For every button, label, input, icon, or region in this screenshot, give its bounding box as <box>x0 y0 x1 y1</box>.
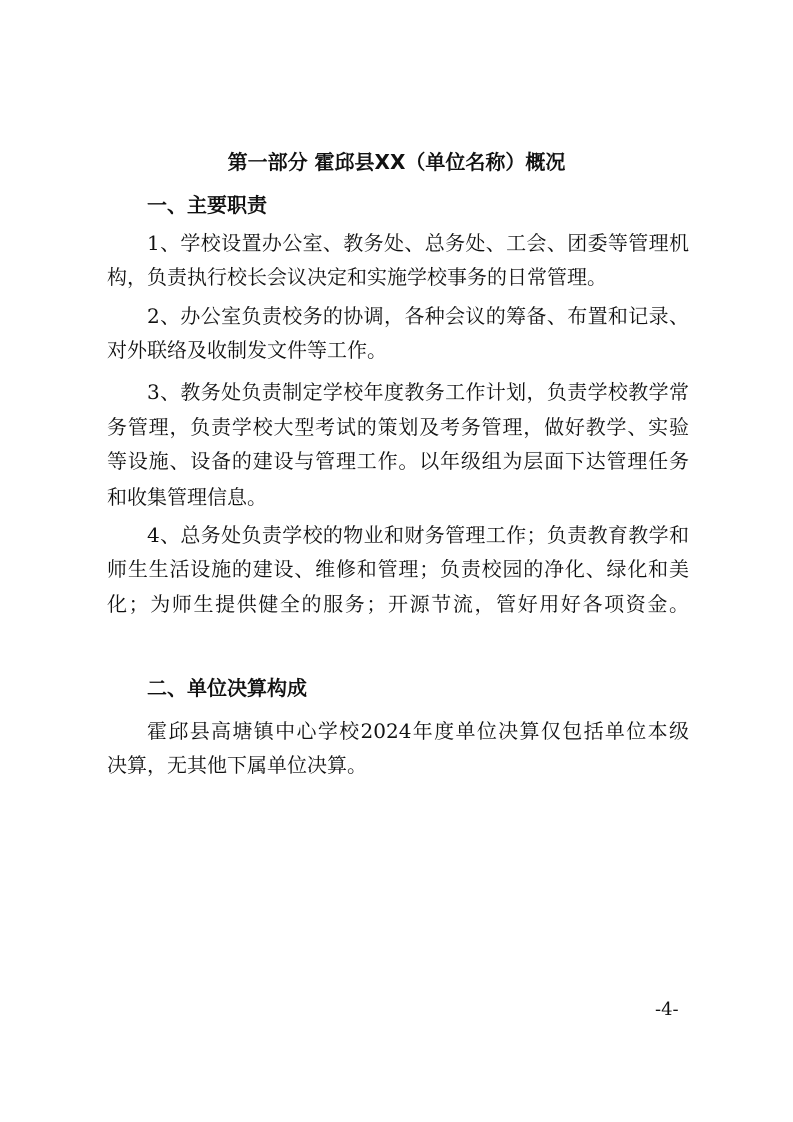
paragraph-line: 对外联络及收制发文件等工作。 <box>107 338 387 362</box>
paragraph-line: 1、学校设置办公室、教务处、总务处、工会、团委等管理机 <box>147 231 689 255</box>
paragraph-line: 2、办公室负责校务的协调，各种会议的筹备、布置和记录、 <box>147 304 689 328</box>
paragraph-line: 决算，无其他下属单位决算。 <box>107 753 367 777</box>
paragraph-line: 霍邱县高塘镇中心学校2024年度单位决算仅包括单位本级 <box>147 719 689 743</box>
page-title: 第一部分 霍邱县XX（单位名称）概况 <box>227 150 566 174</box>
paragraph-line: 和收集管理信息。 <box>107 485 267 509</box>
section-heading: 二、单位决算构成 <box>147 676 307 700</box>
paragraph-line: 化；为师生提供健全的服务；开源节流，管好用好各项资金。 <box>107 592 689 616</box>
paragraph-line: 师生生活设施的建设、维修和管理；负责校园的净化、绿化和美 <box>107 557 689 581</box>
paragraph-line: 等设施、设备的建设与管理工作。以年级组为层面下达管理任务 <box>107 449 689 473</box>
paragraph-line: 4、总务处负责学校的物业和财务管理工作；负责教育教学和 <box>147 523 689 547</box>
paragraph-line: 务管理，负责学校大型考试的策划及考务管理，做好教学、实验 <box>107 415 689 439</box>
paragraph-line: 3、教务处负责制定学校年度教务工作计划，负责学校教学常 <box>147 380 689 404</box>
page-number: -4- <box>655 999 679 1020</box>
section-heading: 一、主要职责 <box>147 193 267 217</box>
paragraph-line: 构，负责执行校长会议决定和实施学校事务的日常管理。 <box>107 265 607 289</box>
